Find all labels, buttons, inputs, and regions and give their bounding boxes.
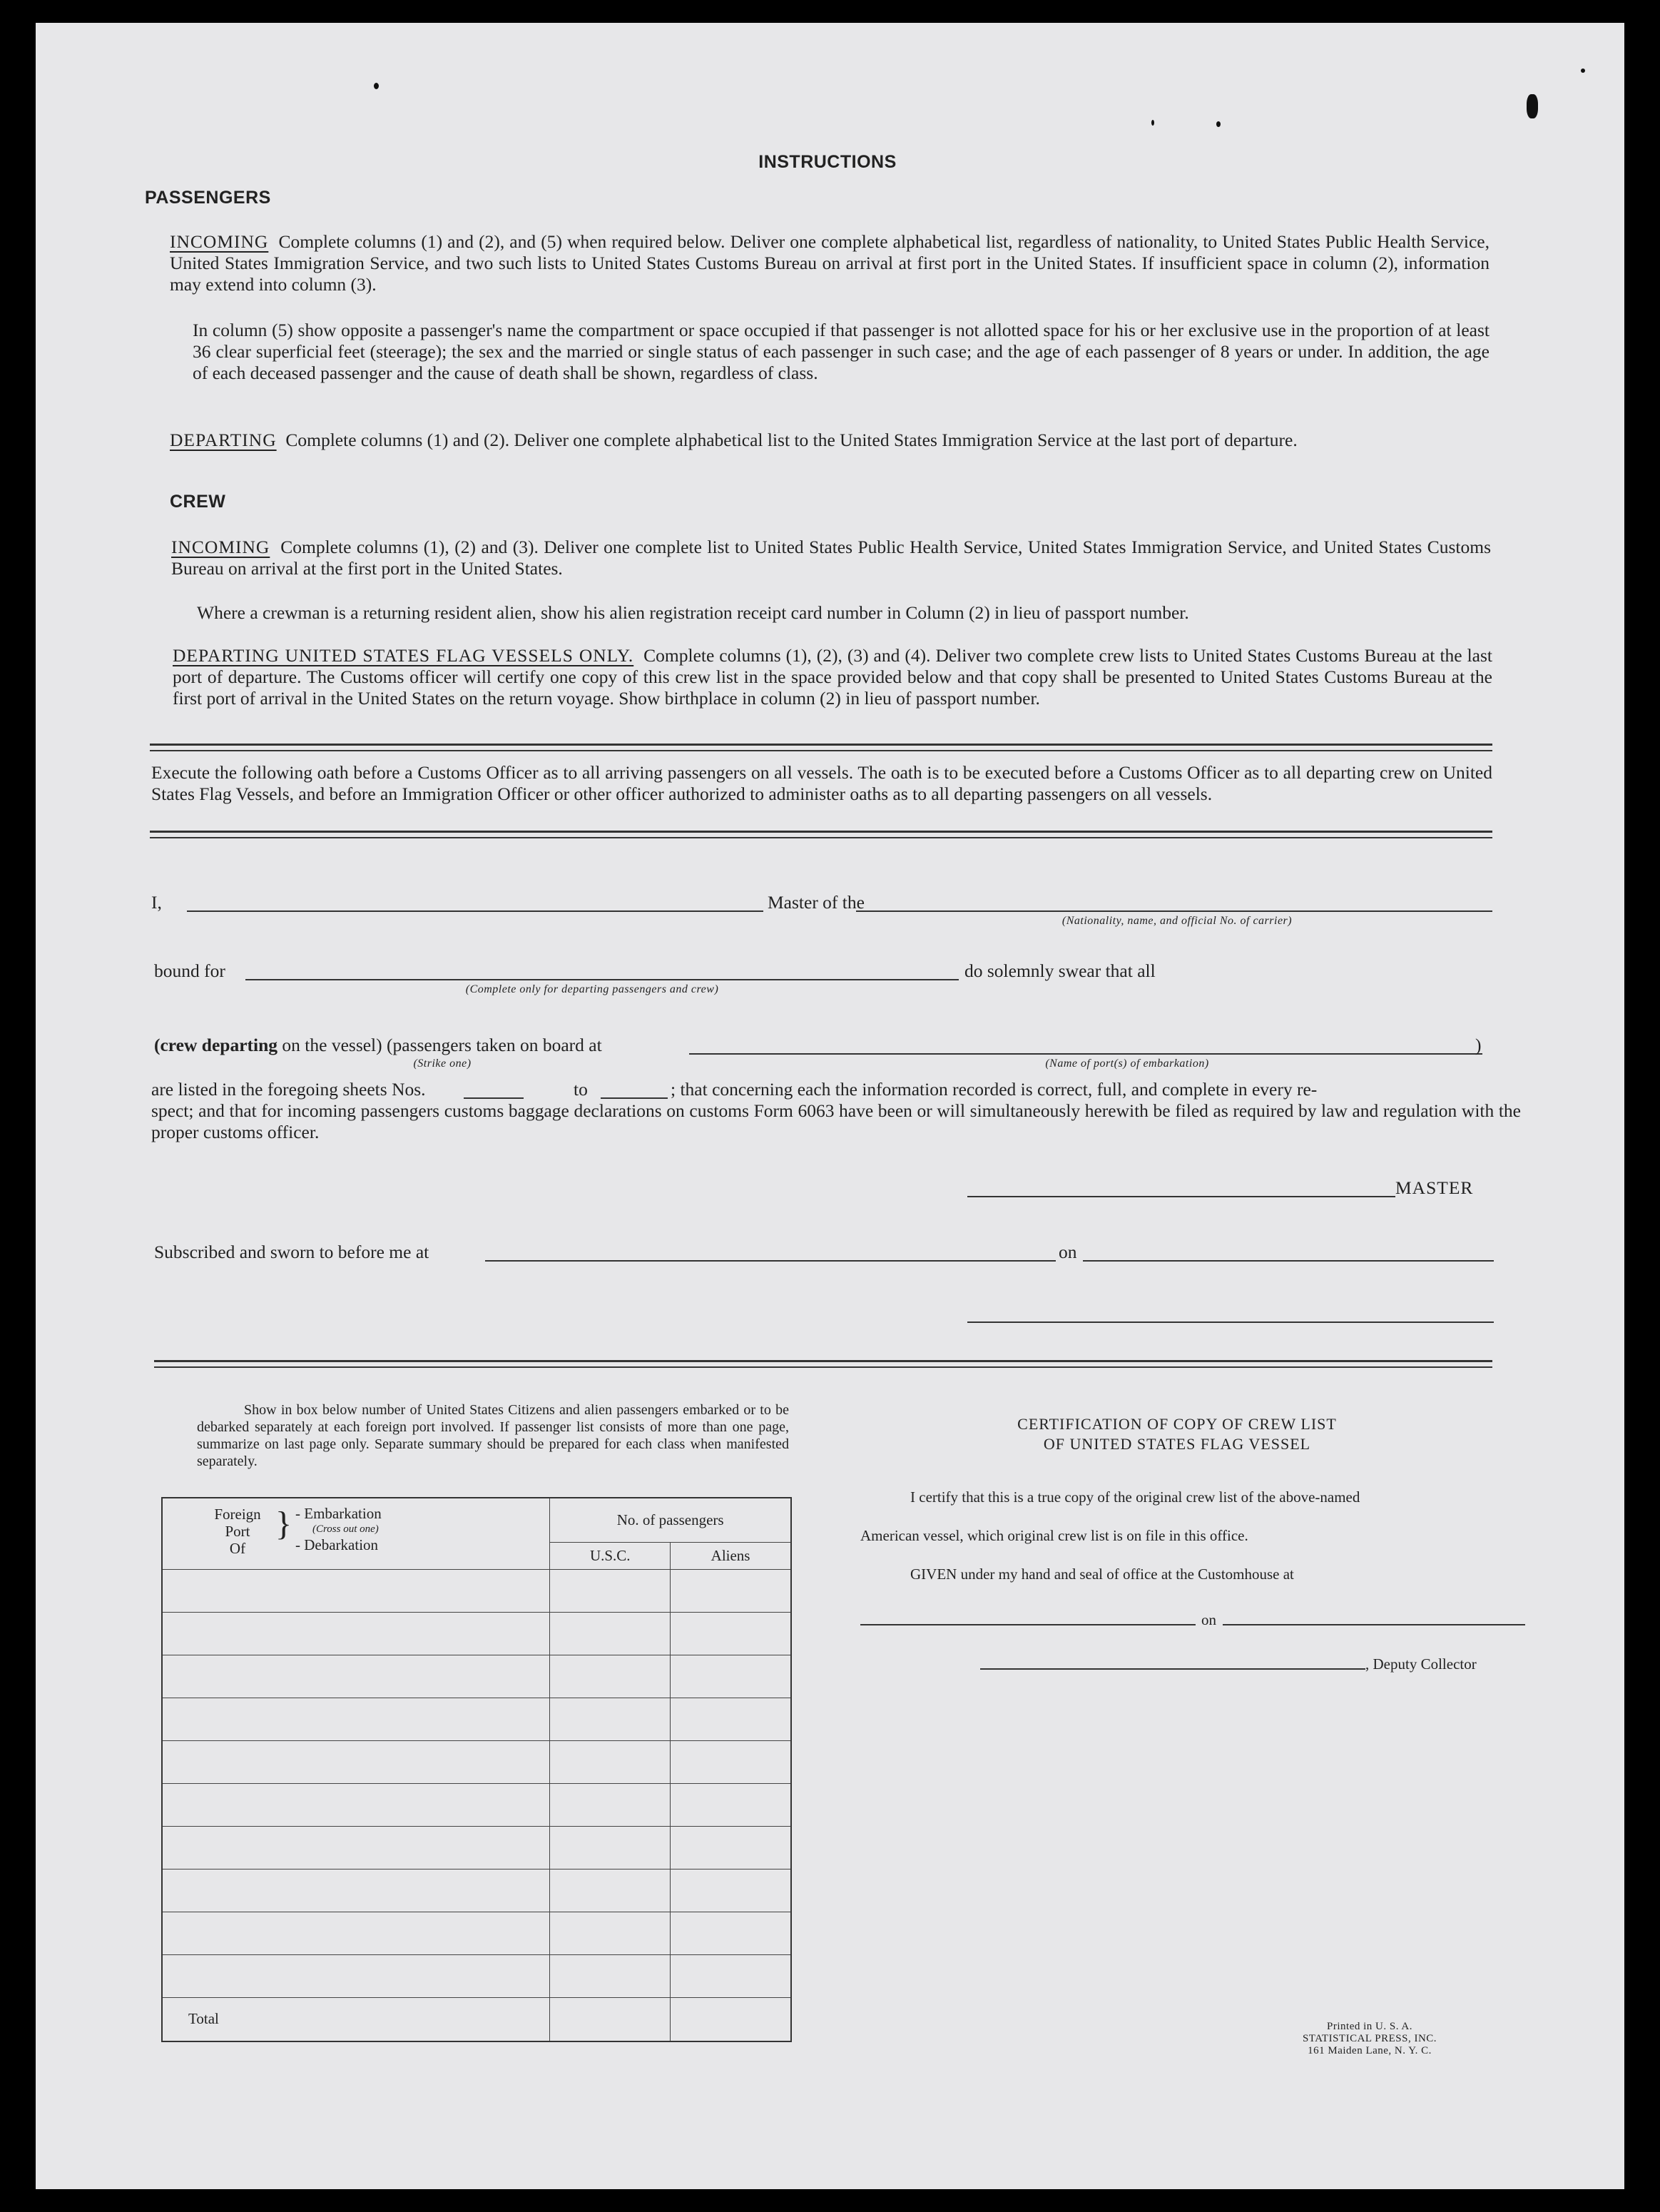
summary-row: [162, 1612, 791, 1655]
aliens-header: Aliens: [671, 1542, 791, 1569]
crew-alien-paragraph: Where a crewman is a returning resident alien, show his alien registration receipt card number in Column (2) in lieu of passport number.: [197, 602, 1189, 623]
passengers-incoming-label: INCOMING: [170, 231, 269, 252]
aliens-cell[interactable]: [671, 1698, 791, 1740]
summary-row: [162, 1740, 791, 1783]
passengers-departing-paragraph: [170, 430, 1490, 451]
sworn-date-field[interactable]: [1083, 1260, 1494, 1262]
usc-cell[interactable]: [550, 1698, 671, 1740]
on-the-vessel-text: on the vessel) (passengers taken on board at: [282, 1035, 602, 1055]
listed-text-3: spect; and that for incoming passengers customs baggage declarations on customs Form 6063 have been or will simultaneously herewith be filed as required by law and regulation with the proper customs officer.: [151, 1100, 1521, 1142]
listed-text-1: are listed in the foregoing sheets Nos.: [151, 1079, 426, 1100]
printer-line-1: Printed in U. S. A.: [1327, 2021, 1412, 2032]
total-usc-cell[interactable]: [550, 1997, 671, 2041]
foreign-word: Foreign: [214, 1506, 261, 1523]
aliens-cell[interactable]: [671, 1655, 791, 1698]
of-word: Of: [229, 1540, 246, 1557]
debarkation-option[interactable]: - Debarkation: [295, 1536, 379, 1553]
page-title: INSTRUCTIONS: [758, 152, 897, 172]
officer-signature-field[interactable]: [967, 1321, 1494, 1323]
port-cell[interactable]: [162, 1612, 550, 1655]
usc-cell[interactable]: [550, 1740, 671, 1783]
customhouse-field[interactable]: [860, 1624, 1196, 1625]
printer-imprint: [1234, 2021, 1505, 2057]
certification-heading-2: OF UNITED STATES FLAG VESSEL: [1043, 1435, 1311, 1453]
crew-departing-text: Complete columns (1), (2), (3) and (4). Deliver two complete crew lists to United States Customs Bureau at the last port of departure. The Customs officer will certify one copy of this crew list in the space provided below and that copy shall be presented to United States Customs Bureau at the first port of arrival in the United States on the return voyage. Show birthplace in column (2) in lieu of passport number.: [173, 645, 1492, 709]
sheet-to-field[interactable]: [601, 1097, 668, 1099]
port-cell[interactable]: [162, 1783, 550, 1826]
to-label: to: [574, 1079, 588, 1100]
oath-instruction: Execute the following oath before a Customs Officer as to all arriving passengers on all vessels. The oath is to be executed before a Customs Officer as to all departing crew on United States Flag Vessels, and before an Immigration Officer or other officer authorized to administer oaths as to all departing passengers on all vessels.: [151, 762, 1492, 804]
crew-incoming-text: Complete columns (1), (2) and (3). Deliver one complete list to United States Public Health Service, United States Immigration Service, and United States Customs Bureau on arrival at the first port in the United States.: [171, 537, 1492, 579]
sworn-place-field[interactable]: [485, 1260, 1056, 1262]
embarkation-option[interactable]: - Embarkation: [295, 1505, 382, 1522]
summary-instruction: Show in box below number of United States Citizens and alien passengers embarked or to be debarked separately at each foreign port involved. If passenger list consists of more than one page, summarize on last page only. Separate summary should be prepared for each class when manifested separately.: [197, 1402, 789, 1469]
embark-debark-options: [295, 1506, 382, 1553]
cert-on-label: on: [1201, 1611, 1216, 1628]
carrier-field[interactable]: [856, 910, 1492, 912]
deputy-collector-label: , Deputy Collector: [1365, 1655, 1477, 1673]
passenger-summary-table: [161, 1497, 792, 2042]
aliens-cell[interactable]: [671, 1954, 791, 1997]
usc-cell[interactable]: [550, 1612, 671, 1655]
passengers-incoming-paragraph: [170, 231, 1490, 295]
subscribed-label: Subscribed and sworn to before me at: [154, 1242, 429, 1262]
summary-row: [162, 1569, 791, 1612]
aliens-cell[interactable]: [671, 1569, 791, 1612]
port-cell[interactable]: [162, 1826, 550, 1869]
crew-departing-option: [154, 1035, 602, 1056]
scan-speck: [374, 83, 379, 89]
crew-departing-paragraph: [173, 645, 1492, 709]
aliens-cell[interactable]: [671, 1869, 791, 1912]
passengers-departing-text: Complete columns (1) and (2). Deliver one complete alphabetical list to the United States Immigration Service at the last port of departure.: [285, 430, 1298, 450]
crew-incoming-label: INCOMING: [171, 537, 270, 557]
divider: [154, 1360, 1492, 1368]
usc-cell[interactable]: [550, 1826, 671, 1869]
scan-speck: [1527, 94, 1538, 118]
usc-cell[interactable]: [550, 1655, 671, 1698]
port-cell[interactable]: [162, 1740, 550, 1783]
cert-date-field[interactable]: [1223, 1624, 1525, 1625]
master-of-the-label: Master of the: [768, 892, 865, 913]
passengers-incoming-text: Complete columns (1) and (2), and (5) when required below. Deliver one complete alphabetical list, regardless of nationality, to United States Public Health Service, United States Immigration Service, and two such lists to United States Customs Bureau on arrival at first port in the United States. If insufficient space in column (2), information may extend into column (3).: [170, 231, 1490, 295]
strike-one-caption: (Strike one): [413, 1057, 472, 1070]
foreign-port-header: [162, 1498, 550, 1569]
master-name-field[interactable]: [187, 910, 763, 912]
bound-for-label: bound for: [154, 960, 225, 981]
complete-only-caption: (Complete only for departing passengers and crew): [465, 983, 719, 995]
scan-speck: [1216, 121, 1221, 127]
total-label: Total: [162, 1997, 550, 2041]
on-label: on: [1059, 1242, 1077, 1262]
certify-line-1: I certify that this is a true copy of the original crew list of the above-named: [910, 1488, 1360, 1506]
crew-heading: CREW: [170, 492, 226, 512]
divider: [150, 744, 1492, 751]
printer-line-2: STATISTICAL PRESS, INC.: [1302, 2033, 1437, 2044]
listed-text-2: ; that concerning each the information recorded is correct, full, and complete in every re-: [671, 1079, 1318, 1100]
certify-line-2: American vessel, which original crew list is on file in this office.: [860, 1527, 1248, 1544]
form-sheet: [36, 23, 1624, 2189]
summary-row: [162, 1912, 791, 1954]
column5-paragraph: In column (5) show opposite a passenger's name the compartment or space occupied if that passenger is not allotted space for his or her exclusive use in the proportion of at least 36 clear superficial feet (steerage); the sex and the married or single status of each passenger in such case; and the age of each passenger of 8 years or under. In addition, the age of each deceased passenger and the cause of death shall be shown, regardless of class.: [193, 320, 1490, 383]
scan-speck: [1581, 69, 1585, 73]
deputy-signature-field[interactable]: [980, 1668, 1365, 1670]
port-cell[interactable]: [162, 1954, 550, 1997]
total-aliens-cell[interactable]: [671, 1997, 791, 2041]
usc-cell[interactable]: [550, 1569, 671, 1612]
ports-field[interactable]: [689, 1053, 1482, 1055]
passengers-departing-label: DEPARTING: [170, 430, 277, 450]
summary-row: [162, 1655, 791, 1698]
summary-row: [162, 1869, 791, 1912]
crew-departing-bold: (crew departing: [154, 1035, 278, 1055]
summary-row: [162, 1826, 791, 1869]
sheet-from-field[interactable]: [464, 1097, 524, 1099]
closing-paren: ): [1475, 1035, 1482, 1055]
ports-caption: (Name of port(s) of embarkation): [1045, 1057, 1209, 1070]
foreign-port-label: [205, 1506, 270, 1557]
aliens-cell[interactable]: [671, 1783, 791, 1826]
divider: [150, 831, 1492, 838]
port-word: Port: [225, 1523, 250, 1540]
cross-out-caption: (Cross out one): [312, 1523, 379, 1535]
scan-speck: [1151, 120, 1154, 126]
port-cell[interactable]: [162, 1869, 550, 1912]
summary-row: [162, 1783, 791, 1826]
crew-incoming-paragraph: [171, 537, 1491, 579]
usc-cell[interactable]: [550, 1954, 671, 1997]
certification-heading-1: CERTIFICATION OF COPY OF CREW LIST: [1017, 1415, 1337, 1433]
aliens-cell[interactable]: [671, 1912, 791, 1954]
port-cell[interactable]: [162, 1655, 550, 1698]
oath-i-label: I,: [151, 892, 162, 913]
port-cell[interactable]: [162, 1569, 550, 1612]
passengers-heading: PASSENGERS: [145, 188, 271, 208]
no-of-passengers-header: No. of passengers: [550, 1498, 791, 1542]
port-cell[interactable]: [162, 1912, 550, 1954]
usc-cell[interactable]: [550, 1912, 671, 1954]
master-signature-field[interactable]: [967, 1196, 1395, 1197]
summary-rows: [162, 1569, 791, 1997]
summary-row: [162, 1954, 791, 1997]
usc-cell[interactable]: [550, 1869, 671, 1912]
bound-for-field[interactable]: [245, 979, 959, 980]
port-cell[interactable]: [162, 1698, 550, 1740]
aliens-cell[interactable]: [671, 1740, 791, 1783]
crew-departing-label: DEPARTING UNITED STATES FLAG VESSELS ONLY.: [173, 645, 634, 666]
master-label: MASTER: [1395, 1177, 1474, 1198]
aliens-cell[interactable]: [671, 1612, 791, 1655]
summary-row: [162, 1698, 791, 1740]
nationality-caption: (Nationality, name, and official No. of carrier): [1061, 915, 1293, 927]
usc-header: U.S.C.: [550, 1542, 671, 1569]
usc-cell[interactable]: [550, 1783, 671, 1826]
aliens-cell[interactable]: [671, 1826, 791, 1869]
printer-line-3: 161 Maiden Lane, N. Y. C.: [1308, 2045, 1432, 2056]
solemnly-swear-label: do solemnly swear that all: [964, 960, 1156, 981]
given-line: GIVEN under my hand and seal of office at the Customhouse at: [910, 1566, 1294, 1583]
brace-glyph: }: [275, 1505, 292, 1543]
